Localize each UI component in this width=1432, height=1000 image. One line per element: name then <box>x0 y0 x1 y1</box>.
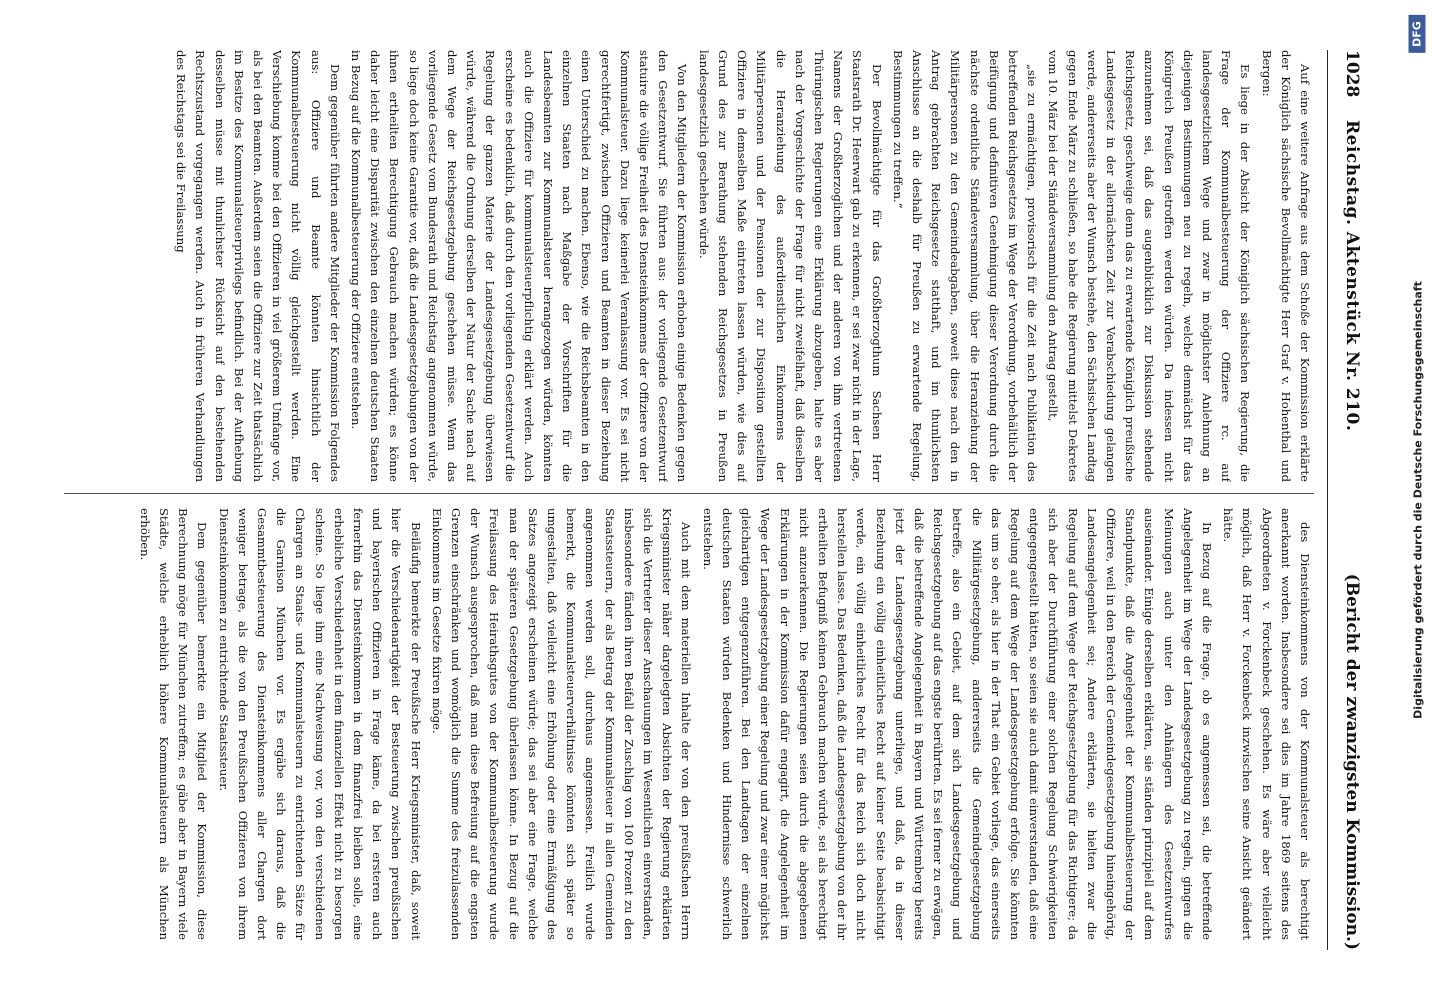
paragraph: Auch mit dem materiellen Inhalte der von den preußischen Herrn Kriegsminister näher dargelegten Absichten der Regierung erklärten sich die Vertreter dieser Anschauungen im Wesentlichen einverstanden, insbesondere fänden ihren Beifall der Zuschlag von 100 Prozent zu den Staatssteuern, der als Betrag der Kommunalsteuer in allen Gemeinden angenommen werden soll, durchaus angemessen. Freilich wurde bemerkt, die Kommunalsteuerverhältnisse könnten sich später so umgestalten, daß vielleicht eine Erhöhung oder eine Ermäßigung des Satzes angezeigt erscheinen würde; das sei aber eine Frage, welche man der späteren Gesetzgebung überlassen könne. In Bezug auf die Freilassung des Heirathsgutes von der Kommunalbesteuerung wurde der Wunsch ausgesprochen, daß man diese Befreiung auf die engsten Grenzen einschränken und womöglich die Summe des freizulassenden Einkommens im Gesetze fixiren möge. <box>429 508 694 940</box>
rotated-page-content <box>46 30 1386 970</box>
paragraph: Es liege in der Absicht der Königlich sächsischen Regierung, die Frage der Kommunalbesteuerung der Offiziere rc. auf landesgesetzlichem Wege und zwar in möglichster Anlehnung an diejenigen Bestimmungen neu zu regeln, welche demnächst für das Königreich Preußen getroffen werden würden. Da indessen nicht anzunehmen sei, daß das augenblicklich zur Diskussion stehende Reichsgesetz, geschweige denn das zu erwartende Königlich preußische Landesgesetz in der allernächsten Zeit zur Verabschiedung gelangen werde, andererseits aber der Wunsch bestehe, den Sächsischen Landtag gegen Ende März zu schließen, so habe die Regierung mittelst Dekretes vom 10. März bei der Ständeversammlung den Antrag gestellt, <box>1046 50 1253 482</box>
column-divider <box>64 493 1314 494</box>
paragraph: Dem gegenüber bemerkte ein Mitglied der Kommission, diese Berechnung möge für München zutreffen; es gäbe aber in Bayern viele Städte, welche erheblich höhere Kommunalsteuern als München erhöben. <box>137 508 210 940</box>
left-text-column <box>64 50 1314 482</box>
page-header <box>1328 50 1368 950</box>
paragraph: des Diensteinkommens von der Kommunalsteuer als berechtigt anerkannt worden. Insbesondere sei dies im Jahre 1869 seitens des Abgeordneten v. Forckenbeck geschehen. Es wäre aber vielleicht möglich, daß Herr v. Forckenbeck inzwischen seine Ansicht geändert hätte. <box>1221 508 1312 940</box>
paragraph: Der Bevollmächtigte für das Großherzogthum Sachsen Herr Staatsrath Dr. Heerwart gab zu erkennen, er sei zwar nicht in der Lage, Namens der Großherzoglichen und der anderen von ihm vertretenen Thüringischen Regierungen eine Erklärung abzugeben, halte es aber nach der Vorgeschichte der Frage für nicht zweifelhaft, daß dieselben die Heranziehung des außerdienstlichen Einkommens der Militärpersonen und der Pensionen der zur Disposition gestellten Offiziere in demselben Maße eintreten lassen würden, wie dies auf Grund des zur Berathung stehenden Reichsgesetzes in Preußen landesgesetzlich geschehen würde. <box>696 50 884 482</box>
header-rule <box>1327 50 1328 950</box>
header-title: Reichstag. Aktenstück Nr. 210. <box>1342 120 1362 432</box>
paragraph: „sie zu ermächtigen, provisorisch für die Zeit nach Publikation des betreffenden Reichsgesetzes im Wege der Verordnung, vorbehältlich der Beifügung und definitiven Genehmigung dieser Verordnung durch die nächste ordentliche Ständeversammlung, über die Heranziehung der Militärpersonen zu den Gemeindeabgaben, soweit diese nach den in Antrag gebrachten Reichsgesetze statthaft, und im thunlichsten Anschlusse an die deshalb für Preußen zu erwartende Regelung, Bestimmungen zu treffen.“ <box>890 50 1040 482</box>
paragraph: Auf eine weitere Anfrage aus dem Schoße der Kommission erklärte der Königlich sächsische Bevollmächtigte Herr Graf v. Hohenthal und Bergen: <box>1259 50 1312 482</box>
paragraph: Beiläufig bemerkte der Preußische Herr Kriegsminister, daß, soweit hier die Verschiedenartigkeit der Besteuerung zwischen preußischen und bayerischen Offizieren in Frage käme, da bei ersteren auch fernerhin das Diensteinkommen in dem finanzfrei bleiben solle, eine erhebliche Verschiedenheit in dem finanziellen Effekt nicht zu besorgen scheine. So liege ihm eine Nachweisung vor, von den verschiedenen Chargen an Staats- und Kommunalsteuern zu entrichtenden Sätze für die Garnison München vor. Es ergäbe sich daraus, daß die Gesammtbesteuerung des Diensteinkommens aller Chargen dort weniger betrage, als die von den Preußischen Offizieren von ihrem Diensteinkommen zu entrichtende Staatssteuer. <box>216 508 423 940</box>
right-text-column <box>64 508 1314 940</box>
page-number: 1028 <box>1342 50 1362 98</box>
paragraph: In Bezug auf die Frage, ob es angemessen sei, die betreffende Angelegenheit im Wege der Landesgesetzgebung zu regeln, gingen die Meinungen auch unter den Anhängern des Gesetzentwurfes auseinander. Einige derselben erklärten, sie ständen prinzipiell auf dem Standpunkte, daß die Angelegenheit der Kommunalbesteuerung der Offiziere, weil in den Bereich der Gemeindegesetzgebung hineingehörig, Landesangelegenheit sei; Andere erklärten, sie hielten zwar die Regelung auf dem Wege der Reichsgesetzgebung für das Richtigere; da sich aber der Durchführung einer solchen Regelung Schwierigkeiten entgegengestellt hätten, so seien sie auch damit einverstanden, daß eine Regelung auf dem Wege der Landesgesetzgebung erfolge. Sie könnten das um so eher, als hier in der That ein Gebiet vorliege, das einerseits die Militärgesetzgebung, andererseits die Gemeindegesetzgebung betreffe, also ein Gebiet, auf dem sich Landesgesetzgebung und Reichsgesetzgebung auf das engste berührten. Es sei ferner zu erwägen, daß die betreffende Angelegenheit in Bayern und Württemberg bereits jetzt der Landesgesetzgebung unterliege, und daß, da in dieser Beziehung ein völlig einheitliches Recht auf keiner Seite beabsichtigt werde, ein völlig einheitliches Recht für das Reich sich doch nicht herstellen lasse. Das Bedenken, daß die Landesgesetzgebung von der ihr ertheilten Befugniß keinen Gebrauch machen würde, sei als berechtigt nicht anzuerkennen. Die Regierungen seien durch die abgegebenen Erklärungen in der Kommission dafür engagirt, die Angelegenheit im Wege der Landesgesetzgebung einer Regelung und zwar einer möglichst gleichartigen entgegenzuführen. Bei den Landtagen der einzelnen deutschen Staaten würden Bedenken und Hindernisse schwerlich entstehen. <box>700 508 1214 940</box>
header-section: (Bericht der zwanzigsten Kommission.) <box>1342 573 1362 950</box>
digitization-watermark <box>1408 0 1428 1000</box>
dfg-logo <box>1406 0 1428 68</box>
paragraph: Dem gegenüber führten andere Mitglieder der Kommission Folgendes aus: Offiziere und Beamte könnten hinsichtlich der Kommunalbesteuerung nicht völlig gleichgestellt werden. Eine Verschiebung komme bei den Offizieren in viel größerem Umfange vor, als bei den Beamten. Außerdem seien die Offiziere zur Zeit thatsächlich im Besitze des Kommunalsteuerprivilegs befindlich. Bei der Aufhebung desselben müsse mit thunlichster Rücksicht auf den bestehenden Rechtszustand vorgegangen werden. Auch in früheren Verhandlungen des Reichstags sei die Freilassung <box>174 50 342 482</box>
paragraph: Von den Mitgliedern der Kommission erhoben einige Bedenken gegen den Gesetzentwurf. Sie führten aus: der vorliegende Gesetzentwurf statuire die völlige Freiheit des Diensteinkommens der Offiziere von der Kommunalsteuer. Dazu liege keinerlei Veranlassung vor. Es sei nicht gerechtfertigt, zwischen Offizieren und Beamten in dieser Beziehung einen Unterschied zu machen. Ebenso, wie die Reichsbeamten in den einzelnen Staaten nach Maßgabe der Vorschriften für die Landesbeamten zur Kommunalsteuer herangezogen würden, könnten auch die Offiziere für kommunalsteuerpflichtig erklärt werden. Auch erscheine es bedenklich, daß durch den vorliegenden Gesetzentwurf die Regelung der ganzen Materie der Landesgesetzgebung überwiesen würde, während die Ordnung derselben der Natur der Sache nach auf dem Wege der Reichsgesetzgebung geschehen müsse. Wenn das vorliegende Gesetz vom Bundesrath und Reichstag angenommen würde, so liege doch keine Garantie vor, daß die Landesgesetzgebungen von der ihnen ertheilten Berechtigung Gebrauch machen würden; es könne daher leicht eine Disparität zwischen den einzelnen deutschen Staaten in Bezug auf die Kommunalbesteuerung der Offiziere entstehen. <box>349 50 690 482</box>
watermark-text: Digitalisierung gefördert durch die Deutsche Forschungsgemeinschaft <box>1411 281 1425 719</box>
logo-text: DFG <box>1409 15 1426 53</box>
